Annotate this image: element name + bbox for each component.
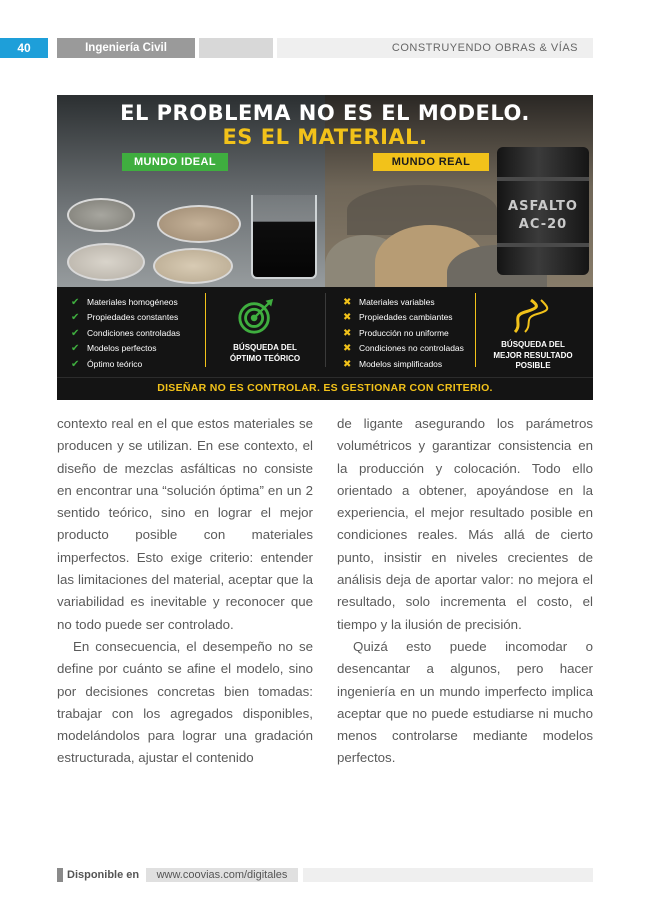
list-item — [343, 341, 464, 356]
list-item — [343, 357, 464, 372]
paragraph: de ligante asegurando los parámetros volumétricos y garantizar consistencia en la producción y colocación. Todo ello orientado a obtener, apoyándose en la experiencia, el mejor resultado posible en condiciones reales. Más allá de cierto punto, insistir en niveles crecientes de análisis deja de aportar valor: no mejora el resultado, solo incrementa el costo, el tiempo y la ilusión de precisión. — [337, 416, 593, 632]
real-world-list — [343, 295, 464, 372]
infographic-tagline: DISEÑAR NO ES CONTROLAR. ES GESTIONAR CON CRITERIO. — [57, 377, 593, 400]
list-item-label: Producción no uniforme — [359, 327, 449, 338]
page-footer — [57, 868, 593, 882]
infographic-title: EL PROBLEMA NO ES EL MODELO. — [120, 101, 530, 125]
footer-url-link[interactable]: www.coovias.com/digitales — [146, 868, 298, 882]
text-column-right — [337, 413, 593, 770]
list-item-label: Modelos perfectos — [87, 343, 157, 354]
footer-accent — [57, 868, 63, 882]
list-item — [71, 357, 180, 372]
ideal-caption — [207, 343, 323, 364]
petri-dish — [153, 248, 233, 284]
caption-line: BÚSQUEDA DEL — [501, 340, 565, 349]
check-icon: ✔ — [71, 358, 80, 370]
caption-line: ÓPTIMO TEÓRICO — [229, 353, 301, 363]
divider — [475, 293, 476, 367]
footer-spacer — [303, 868, 593, 882]
infographic-image — [57, 95, 593, 400]
petri-dish — [67, 243, 145, 281]
paragraph: contexto real en el que estos materiales se producen y se utilizan. En ese contexto, el diseño de mezclas asfálticas no consiste en encontrar una “solución óptima” en un 2 sentido teórico, sino en lograr el mejor producto posible con materiales imperfectos. Esto exige criterio: entender las limitaciones del material, aceptar que la variabilidad es inevitable y reconocer que no todo puede ser controlado. — [57, 416, 313, 632]
list-item — [71, 295, 180, 310]
text-column-left — [57, 413, 313, 770]
available-label: Disponible en — [67, 869, 140, 881]
real-caption — [477, 340, 589, 372]
petri-dish — [157, 205, 241, 243]
list-item-label: Propiedades constantes — [87, 312, 179, 323]
cross-icon: ✖ — [343, 343, 352, 355]
petri-dish — [67, 198, 135, 232]
cross-icon: ✖ — [343, 297, 352, 308]
barrel-label: AC-20 — [518, 217, 568, 232]
list-item — [343, 310, 464, 325]
asphalt-barrel — [497, 147, 589, 275]
check-icon: ✔ — [71, 343, 80, 355]
check-icon: ✔ — [71, 297, 80, 308]
caption-line: BÚSQUEDA DEL — [233, 343, 297, 352]
list-item-label: Óptimo teórico — [87, 358, 143, 369]
target-icon — [237, 297, 275, 335]
list-item-label: Materiales variables — [359, 297, 435, 307]
list-item — [71, 341, 180, 356]
caption-line: MEJOR RESULTADO — [493, 350, 573, 360]
check-icon: ✔ — [71, 312, 80, 324]
list-item-label: Modelos simplificados — [359, 358, 443, 369]
list-item-label: Propiedades cambiantes — [359, 312, 453, 323]
ideal-world-badge: MUNDO IDEAL — [122, 153, 228, 171]
page-header — [0, 38, 650, 58]
check-icon: ✔ — [71, 327, 80, 339]
divider — [205, 293, 206, 367]
list-item — [343, 295, 464, 310]
list-item-label: Condiciones no controladas — [359, 343, 464, 354]
barrel-ring — [497, 243, 589, 247]
cross-icon: ✖ — [343, 358, 352, 370]
divider — [325, 293, 326, 367]
list-item — [71, 326, 180, 341]
cross-icon: ✖ — [343, 327, 352, 339]
barrel-label: ASFALTO — [508, 199, 578, 214]
ideal-world-list — [71, 295, 180, 372]
caption-line: POSIBLE — [515, 361, 551, 370]
page-number: 40 — [0, 38, 48, 58]
real-world-badge: MUNDO REAL — [373, 153, 489, 171]
header-spacer — [199, 38, 273, 58]
winding-road-icon — [509, 296, 553, 334]
cross-icon: ✖ — [343, 312, 352, 324]
section-label: Ingeniería Civil — [57, 38, 195, 58]
paragraph: En consecuencia, el desempeño no se define por cuánto se afine el modelo, sino por decisiones concretas bien tomadas: trabajar con los agregados disponibles, modelándolos para lograr una gradación estructurada, ajustar el contenido — [57, 638, 313, 766]
beaker — [251, 195, 317, 279]
barrel-ring — [497, 177, 589, 181]
list-item — [71, 310, 180, 325]
magazine-title: CONSTRUYENDO OBRAS & VÍAS — [277, 38, 593, 58]
infographic-subtitle: ES EL MATERIAL. — [222, 125, 428, 149]
list-item-label: Condiciones controladas — [87, 327, 181, 338]
list-item-label: Materiales homogéneos — [87, 297, 178, 307]
list-item — [343, 326, 464, 341]
paragraph: Quizá esto puede incomodar o desencantar a algunos, pero hacer ingeniería en un mundo imperfecto implica aceptar que no puede estudiarse ni mucho menos controlarse mediante modelos perfectos. — [337, 638, 593, 766]
